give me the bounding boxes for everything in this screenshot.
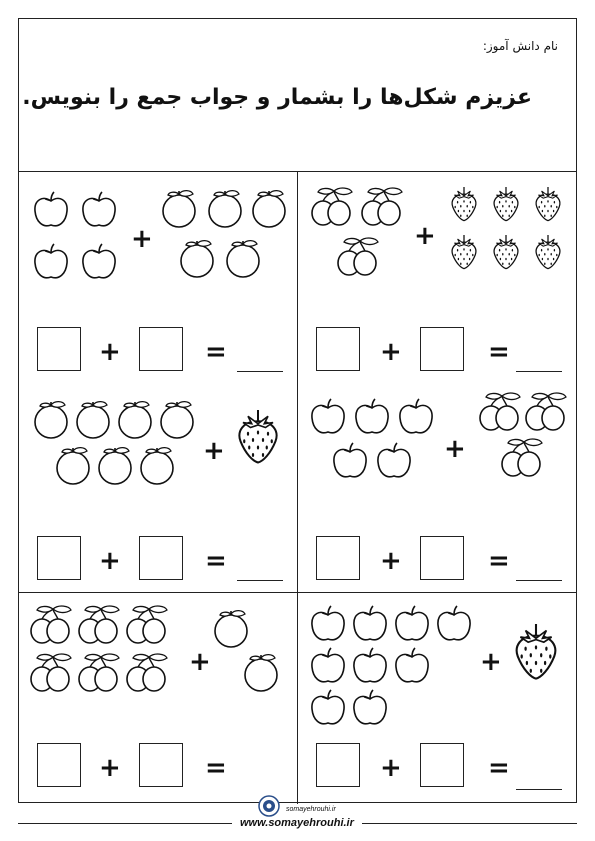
exercise-cell (298, 171, 577, 382)
exercise-cell (19, 171, 298, 382)
worksheet-header (19, 19, 576, 172)
plum-icon (520, 392, 570, 432)
apple-icon (308, 689, 348, 729)
plus-sign: + (380, 753, 402, 783)
apple-icon (308, 647, 348, 687)
exercise-cell (19, 593, 298, 804)
somayeh-rouhi-logo-icon (258, 795, 280, 817)
sum-answer-line[interactable] (237, 371, 283, 372)
plus-sign: + (99, 546, 121, 576)
orange-icon (249, 189, 289, 229)
orange-icon (95, 446, 135, 486)
exercise-cell (19, 382, 298, 593)
sum-answer-line[interactable] (516, 789, 562, 790)
equals-sign: = (488, 753, 510, 783)
sum-answer-line[interactable] (516, 371, 562, 372)
sum-answer-line[interactable] (516, 580, 562, 581)
plus-sign: + (380, 546, 402, 576)
orange-icon (211, 609, 251, 649)
apple-icon (350, 647, 390, 687)
apple-icon (350, 605, 390, 645)
plus-sign: + (444, 434, 466, 464)
answer-box-2[interactable] (420, 536, 464, 580)
exercise-grid (19, 171, 576, 804)
worksheet (18, 18, 577, 803)
footer-divider-left (18, 823, 232, 824)
orange-icon (223, 239, 263, 279)
answer-box-1[interactable] (316, 743, 360, 787)
orange-icon (177, 239, 217, 279)
answer-box-2[interactable] (420, 327, 464, 371)
apple-icon (350, 689, 390, 729)
strawberry-icon (490, 231, 522, 271)
footer-divider-right (362, 823, 577, 824)
apple-icon (79, 191, 119, 231)
footer (0, 803, 595, 841)
plum-icon (496, 438, 546, 478)
footer-small-url: somayehrouhi.ir (286, 806, 336, 813)
student-name-label: نام دانش آموز: (482, 39, 558, 53)
orange-icon (159, 189, 199, 229)
plus-sign: + (131, 224, 153, 254)
footer-url-link[interactable]: www.somayehrouhi.ir (240, 817, 354, 829)
orange-icon (73, 400, 113, 440)
orange-icon (157, 400, 197, 440)
plus-sign: + (480, 647, 502, 677)
plum-icon (25, 605, 75, 645)
plum-icon (474, 392, 524, 432)
worksheet-title: عزیزم شکل‌ها را بشمار و جواب جمع را بنویس. (22, 85, 532, 110)
exercise-cell (298, 593, 577, 804)
orange-icon (205, 189, 245, 229)
plum-icon (121, 653, 171, 693)
apple-icon (434, 605, 474, 645)
plum-icon (306, 187, 356, 227)
answer-box-2[interactable] (139, 743, 183, 787)
apple-icon (308, 398, 348, 438)
answer-box-1[interactable] (37, 743, 81, 787)
strawberry-icon (233, 400, 283, 470)
equals-sign: = (205, 546, 227, 576)
plum-icon (121, 605, 171, 645)
plus-sign: + (380, 337, 402, 367)
apple-icon (79, 243, 119, 283)
orange-icon (241, 653, 281, 693)
equals-sign: = (205, 337, 227, 367)
exercise-cell (298, 382, 577, 593)
answer-box-1[interactable] (316, 536, 360, 580)
equals-sign: = (488, 337, 510, 367)
strawberry-icon (532, 231, 564, 271)
apple-icon (374, 442, 414, 482)
orange-icon (137, 446, 177, 486)
plus-sign: + (203, 436, 225, 466)
plus-sign: + (189, 647, 211, 677)
plus-sign: + (414, 221, 436, 251)
strawberry-icon (490, 183, 522, 223)
apple-icon (308, 605, 348, 645)
answer-box-2[interactable] (139, 327, 183, 371)
apple-icon (392, 605, 432, 645)
apple-icon (330, 442, 370, 482)
apple-icon (352, 398, 392, 438)
apple-icon (31, 243, 71, 283)
plum-icon (25, 653, 75, 693)
plus-sign: + (99, 337, 121, 367)
apple-icon (31, 191, 71, 231)
answer-box-1[interactable] (316, 327, 360, 371)
plus-sign: + (99, 753, 121, 783)
strawberry-icon (448, 183, 480, 223)
strawberry-icon (510, 613, 562, 687)
answer-box-1[interactable] (37, 536, 81, 580)
sum-answer-line[interactable] (237, 580, 283, 581)
plum-icon (332, 237, 382, 277)
plum-icon (356, 187, 406, 227)
orange-icon (115, 400, 155, 440)
strawberry-icon (448, 231, 480, 271)
equals-sign: = (205, 753, 227, 783)
equals-sign: = (488, 546, 510, 576)
apple-icon (392, 647, 432, 687)
apple-icon (396, 398, 436, 438)
answer-box-1[interactable] (37, 327, 81, 371)
plum-icon (73, 605, 123, 645)
orange-icon (53, 446, 93, 486)
strawberry-icon (532, 183, 564, 223)
answer-box-2[interactable] (420, 743, 464, 787)
answer-box-2[interactable] (139, 536, 183, 580)
plum-icon (73, 653, 123, 693)
orange-icon (31, 400, 71, 440)
